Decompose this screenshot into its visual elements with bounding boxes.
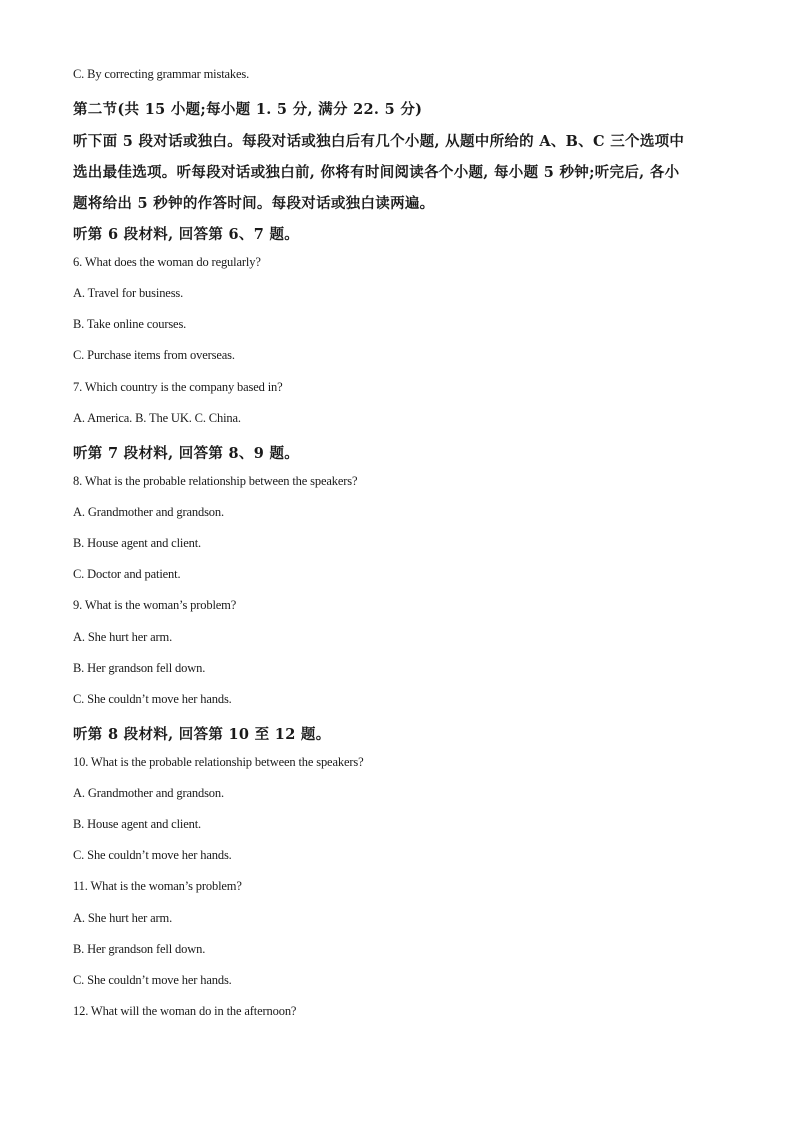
- q9-option-a: A. She hurt her arm.: [73, 630, 173, 644]
- q8-option-b: B. House agent and client.: [73, 536, 202, 550]
- question-9: 9. What is the woman’s problem?: [73, 598, 237, 612]
- material-7-heading: 听第 7 段材料, 回答第 8、9 题。: [73, 445, 300, 462]
- material-8-heading: 听第 8 段材料, 回答第 10 至 12 题。: [73, 726, 331, 743]
- option-c-previous: C. By correcting grammar mistakes.: [73, 67, 250, 81]
- instructions-line-1: 听下面 5 段对话或独白。每段对话或独白后有几个小题, 从题中所给的 A、B、C 三个选项中: [73, 133, 685, 150]
- section-heading: 第二节(共 15 小题;每小题 1. 5 分, 满分 22. 5 分): [73, 101, 423, 118]
- instructions-line-3: 题将给出 5 秒钟的作答时间。每段对话或独白读两遍。: [73, 195, 435, 212]
- question-10: 10. What is the probable relationship between the speakers?: [73, 755, 364, 769]
- question-6: 6. What does the woman do regularly?: [73, 255, 261, 269]
- q11-option-a: A. She hurt her arm.: [73, 911, 173, 925]
- question-7: 7. Which country is the company based in?: [73, 380, 283, 394]
- instructions-line-2: 选出最佳选项。听每段对话或独白前, 你将有时间阅读各个小题, 每小题 5 秒钟;听完后, 各小: [73, 164, 680, 181]
- q6-option-c: C. Purchase items from overseas.: [73, 348, 235, 362]
- question-8: 8. What is the probable relationship between the speakers?: [73, 474, 358, 488]
- q7-options: A. America. B. The UK. C. China.: [73, 411, 241, 425]
- q10-option-a: A. Grandmother and grandson.: [73, 786, 224, 800]
- q10-option-c: C. She couldn’t move her hands.: [73, 848, 232, 862]
- q11-option-c: C. She couldn’t move her hands.: [73, 973, 232, 987]
- q9-option-b: B. Her grandson fell down.: [73, 661, 206, 675]
- q8-option-c: C. Doctor and patient.: [73, 567, 181, 581]
- q9-option-c: C. She couldn’t move her hands.: [73, 692, 232, 706]
- q6-option-a: A. Travel for business.: [73, 286, 184, 300]
- material-6-heading: 听第 6 段材料, 回答第 6、7 题。: [73, 226, 300, 243]
- q6-option-b: B. Take online courses.: [73, 317, 187, 331]
- q8-option-a: A. Grandmother and grandson.: [73, 505, 224, 519]
- q10-option-b: B. House agent and client.: [73, 817, 202, 831]
- question-12: 12. What will the woman do in the afternoon?: [73, 1004, 297, 1018]
- question-11: 11. What is the woman’s problem?: [73, 879, 242, 893]
- q11-option-b: B. Her grandson fell down.: [73, 942, 206, 956]
